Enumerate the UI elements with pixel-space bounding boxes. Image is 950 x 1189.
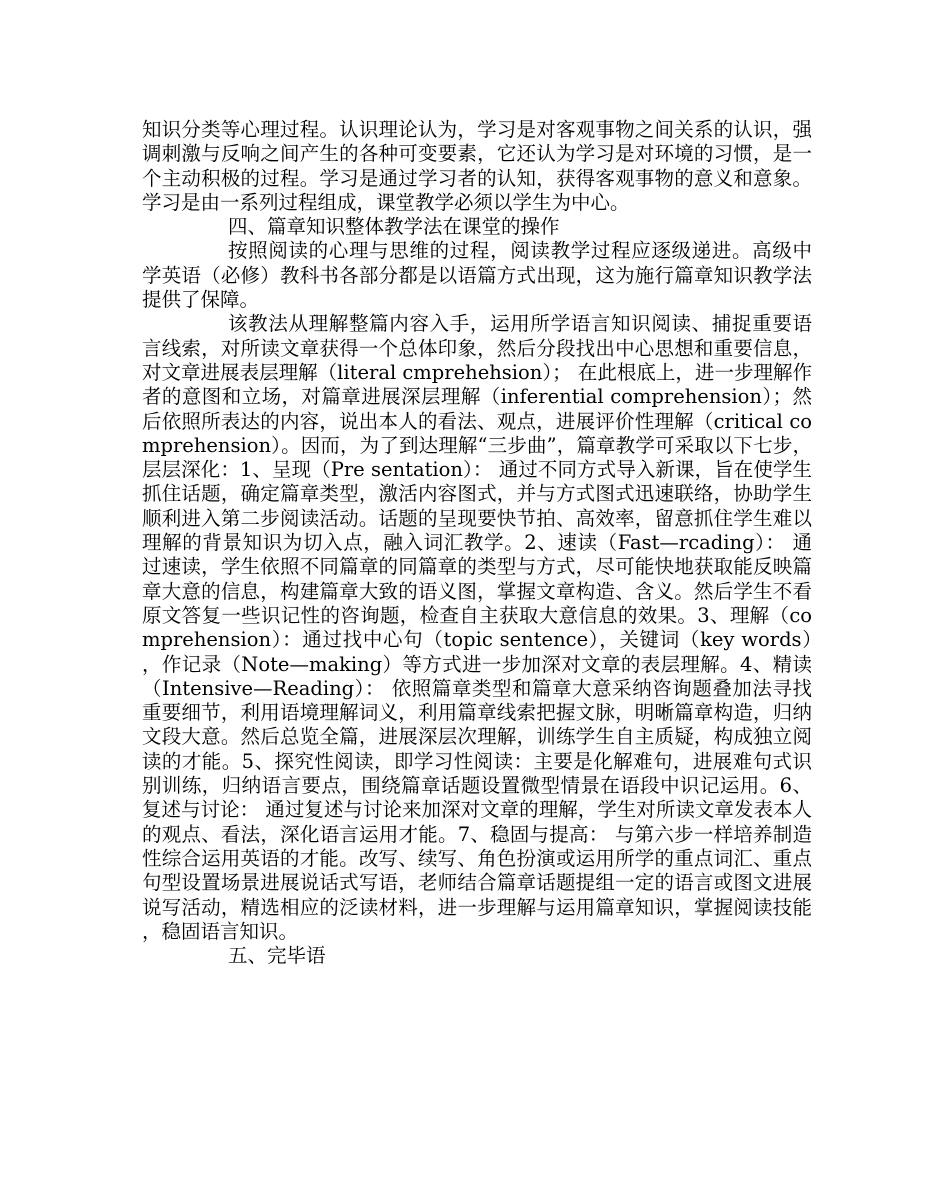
section-heading-five: 五、完毕语 — [228, 944, 326, 968]
document-page — [142, 118, 812, 968]
paragraph-intro: 知识分类等心理过程。认识理论认为，学习是对客观事物之间关系的认识，强调刺激与反响之间产生的各种可变要素，它还认为学习是对环境的习惯，是一个主动积极的过程。学习是通过学习者的认知，获得客观事物的意义和意象。学习是由一系列过程组成，课堂教学必须以学生为中心。 — [142, 118, 812, 214]
paragraph-teaching-steps: 该教法从理解整篇内容入手，运用所学语言知识阅读、捕捉重要语言线索，对所读文章获得一个总体印象，然后分段找出中心思想和重要信息，对文章进展表层理解（literal cmprehehsion）； 在此根底上，进一步理解作者的意图和立场，对篇章进展深层理解（inferential comprehension）；然后依照所表达的内容，说出本人的看法、观点，进展评价性理解（critical comprehension）。因而，为了到达理解“三步曲”，篇章教学可采取以下七步，层层深化：1、呈现（Pre sentation）： 通过不同方式导入新课，旨在使学生抓住话题，确定篇章类型，激活内容图式，并与方式图式迅速联络，协助学生顺利进入第二步阅读活动。话题的呈现要快节拍、高效率，留意抓住学生难以理解的背景知识为切入点，融入词汇教学。2、速读（Fast—rcading）： 通过速读，学生依照不同篇章的同篇章的类型与方式，尽可能快地获取能反映篇章大意的信息，构建篇章大致的语义图，掌握文章构造、含义。然后学生不看原文答复一些识记性的咨询题，检查自主获取大意信息的效果。3、理解（comprehension）：通过找中心句（topic sentence），关键词（key words），作记录（Note—making）等方式进一步加深对文章的表层理解。4、精读（Intensive—Reading）： 依照篇章类型和篇章大意采纳咨询题叠加法寻找重要细节，利用语境理解词义，利用篇章线索把握文脉，明晰篇章构造，归纳文段大意。然后总览全篇，进展深层次理解，训练学生自主质疑，构成独立阅读的才能。5、探究性阅读，即学习性阅读：主要是化解难句，进展难句式识别训练，归纳语言要点，围绕篇章话题设置微型情景在语段中识记运用。6、复述与讨论： 通过复述与讨论来加深对文章的理解，学生对所读文章发表本人的观点、看法，深化语言运用才能。7、稳固与提高： 与第六步一样培养制造性综合运用英语的才能。改写、续写、角色扮演或运用所学的重点词汇、重点句型设置场景进展说话式写语，老师结合篇章话题提组一定的语言或图文进展说写活动，精选相应的泛读材料，进一步理解与运用篇章知识，掌握阅读技能，稳固语言知识。 — [142, 312, 812, 943]
paragraph-reading-process: 按照阅读的心理与思维的过程，阅读教学过程应逐级递进。高级中学英语（必修）教科书各部分都是以语篇方式出现，这为施行篇章知识教学法提供了保障。 — [142, 239, 812, 312]
section-heading-four: 四、篇章知识整体教学法在课堂的操作 — [228, 215, 560, 239]
